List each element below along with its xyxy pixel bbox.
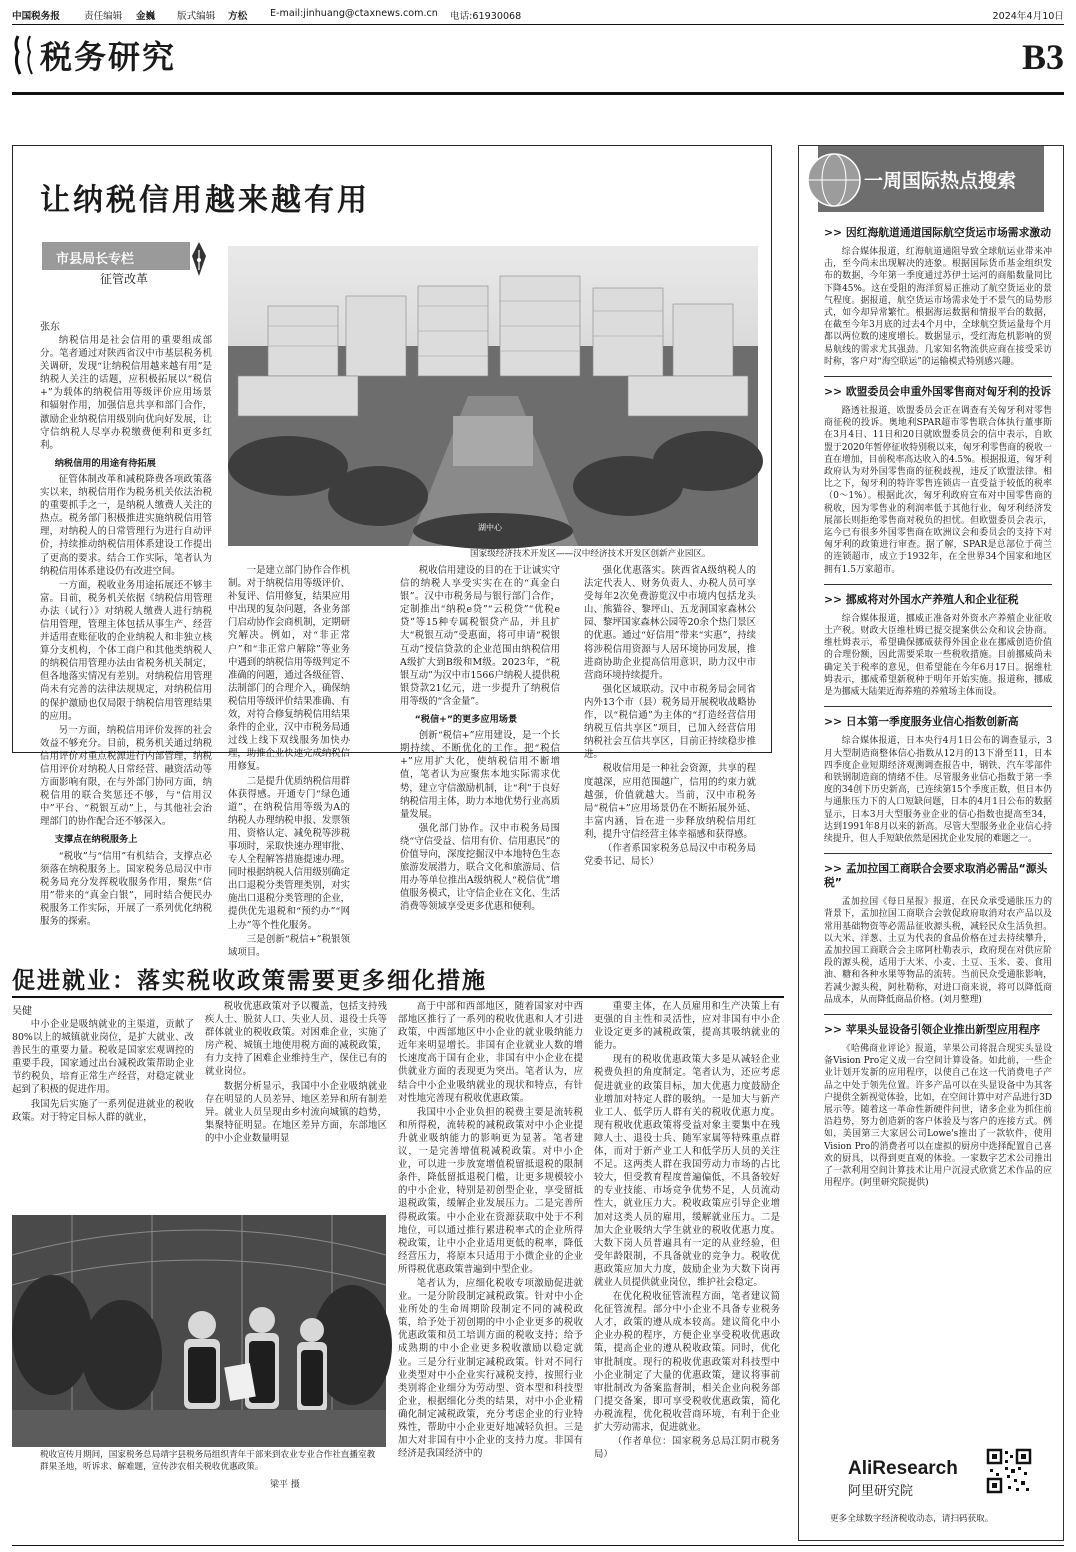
double-chevron-icon: >> <box>824 226 846 239</box>
article2-col4-p2: 现有的税收优惠政策大多是从减轻企业税费负担的角度制定。笔者认为，还应考虑促进就业的政策目标，加大优惠力度鼓励企业增加对特定人群的吸纳。一是加大与新产业工人、低学历人群有关的税收优惠力度。现有税收优惠政策将受益对象主要集中在残障人士、退役士兵、随军家属等特殊重点群体，而对于新产业工人和低学历人员的关注不足。这两类人群在我国劳动力市场的占比较大，但受教育程度普遍偏低，不具备较好的专业技能、市场竞争优势不足，人员流动性大，就业压力大。税收政策应引导企业增加对这类人员的雇用，缓解就业压力。二是加大企业吸纳大学生就业的税收优惠力度。大数下岗人员普遍具有一定的从业经验，但受年龄限制，不具备就业的竞争力。税收优惠政策应加大力度，鼓励企业为大数下岗再就业人员提供就业岗位，维护社会稳定。 <box>594 1054 780 1288</box>
article1-sub1: 纳税信用的用途有待拓展 <box>54 457 156 469</box>
sidebar-item-title: >> 挪威将对外国水产养殖人和企业征税 <box>824 592 1019 606</box>
article2-col2-p1: 税收优惠政策对予以覆盖，包括支持残疾人士、脱贫人口、失业人员、退役士兵等群体就业的税收政策。对困难企业，实施了房产税、城镇土地使用税方面的减税政策，有力支持了困难企业维持生产，保住已有的就业岗位。 <box>205 1001 387 1078</box>
article1-col4-p3: 税收信用是一种社会资源，共享的程度越深，应用范围越广，信用的约束力就越强，价值就越大。当前，汉中市税务局“税信+”应用场景仍在不断拓展外延、丰富内涵，旨在进一步释放纳税信用红利，提升守信经营主体幸福感和获得感。 <box>584 763 756 840</box>
fountain-pen-icon <box>188 240 210 280</box>
article2-col1 <box>12 1018 194 1148</box>
sidebar-item <box>824 593 1052 698</box>
sidebar-item <box>824 226 1052 368</box>
sidebar-item-title: >> 因红海航道通道国际航空货运市场需求激动 <box>824 226 1051 239</box>
double-chevron-icon: >> <box>824 1022 846 1036</box>
aliresearch-logo <box>848 1458 978 1498</box>
sidebar-banner <box>818 146 1044 212</box>
email: E-mail:jinhuang@ctaxnews.com.cn <box>270 8 438 19</box>
section-title: 税务研究 <box>40 38 177 76</box>
article1-col3 <box>400 564 560 913</box>
double-chevron-icon: >> <box>824 385 846 399</box>
article2-col2-p2: 数据分析显示，我国中小企业吸纳就业存在明显的人员差异、地区差异和所有制差异。就业人员呈现由乡村流向城镇的趋势，集聚特征明显。在地区差异方面，东部地区的中小企业数量明显 <box>205 1080 387 1144</box>
sidebar-item <box>824 1023 1052 1189</box>
article1-col2-p2: 一是建立部门协作合作机制。对于纳税信用等级评价、补复评、信用修复，结果应用中出现的复杂问题，各业务部门启动协作会商机制，定期研究解决。例如，对“非正常户”和“非正常户解除”等业务中遇到的纳税信用等级判定不准确的问题，通过各级征管、法制部门的合理介入，确保纳税信用等级评价结果准确、有效，对符合修复纳税信用结果条件的企业，汉中市税务局通过线上线下双线服务加快办理，助推企业快速完成纳税信用修复。 <box>228 565 350 773</box>
sidebar-item <box>824 715 1052 845</box>
industrial-park-photo <box>228 246 758 546</box>
article1-col2-p1: “税收”与“信用”有机结合，支撑点必须落在纳税服务上。国家税务总局汉中市税务局充分发挥税收服务作用，聚焦“信用”带来的“真金白银”，同时结合便民办税服务工作实际，开展了一系列优化纳税服务的探索。 <box>40 850 212 928</box>
top-rule <box>12 24 1064 25</box>
issue-date: 2024年4月10日 <box>992 11 1064 22</box>
qr-code-icon[interactable] <box>986 1448 1032 1494</box>
article1-col3-p3: 强化部门协作。汉中市税务局围绕“守信受益、信用有价、信用惠民”的价值导向，深度挖掘汉中本地特色生态旅游发展潜力，联合文化和旅游局、信用办等单位推出A级纳税人“税信优”增值服务模式，让守信企业在文化、生活消费等领域享受更多优惠和便利。 <box>400 822 560 913</box>
column-tag <box>42 240 210 298</box>
double-chevron-icon: >> <box>824 862 846 876</box>
sidebar-item-body: 综合媒体报道，挪威正准备对外资水产养殖企业征收土产税。财政大臣维杜姆已提交提案供公众和议会协商。维杜姆表示，希望确保挪威获得外国企业在挪威创造价值的合理份额，因此需要采取一些税收措施。目前挪威尚未确定关于税率的意见，但希望能在今年6月17日。据维杜姆表示，挪威希望新税种于明年开始实施。报道称，挪威是为挪威大陆架近海养殖的养殖场主体而设。 <box>824 613 1052 698</box>
page-number: B3 <box>1021 37 1064 77</box>
sidebar-item-body: 综合媒体报道，红海航道通阻导致全球航运业带来冲击，至今尚未出现解决的迹象。根据国际货币基金组织发布的数据，今年第一季度通过苏伊士运河的商船数量同比下降45%。这在受阻的海洋贸易正推动了航空货运业的景气程度。据报道，航空货运市场需求处于不景气的局势形式，如今却异常繁忙。根据海运数据和情报平台的数据，在截至今年3月底的过去4个月中，全球航空货运量每个月都以两位数的速度增长。数据显示，受红海危机影响的贸易航线的需求尤其强劲。几家知名物流供应商在接受采访时称，客户对“海空联运”的运输模式特别感兴趣。 <box>824 247 1052 367</box>
article1-col1-p1: 征管体制改革和减税降费各项政策落实以来，纳税信用作为税务机关依法治税的重要抓手之一，是纳税人缴费人关注的热点。税务部门积极推进实施纳税信用管理，对纳税人的日常管理行为进行自动评价，持续推动纳税信用体系建设工作提出了更高的要求。结合工作实际，笔者认为纳税信用体系建设仍有改进空间。 <box>40 473 212 577</box>
article2-col3-p1: 高于中部和西部地区，随着国家对中西部地区推行了一系列的税收优惠和人才引进政策，中西部地区中小企业的就业吸纳能力近年来明显增长。非国有企业就业人数的增长速度高于国有企业，非国有中小企业在提供就业方面的表现更为突出。笔者认为，应结合中小企业吸纳就业的现状和特点，有针对性地完善现有税收优惠政策。 <box>398 1001 583 1104</box>
sidebar-item-title: >> 苹果头显设备引领企业推出新型应用程序 <box>824 1022 1041 1036</box>
article1-sub2: 支撑点在纳税服务上 <box>54 834 138 846</box>
sidebar-item-title: >> 日本第一季度服务业信心指数创新高 <box>824 715 1019 729</box>
chief-editor: 金巍 <box>136 11 156 22</box>
article1-author: 张东 <box>40 322 60 333</box>
article1-sub3: “税信+”的更多应用场景 <box>414 714 518 726</box>
article1-col4-p4: （作者系国家税务总局汉中市税务局党委书记、局长） <box>584 842 756 868</box>
industrial-park-illustration <box>228 246 758 546</box>
article1-headline: 让纳税信用越来越有用 <box>40 183 370 218</box>
article1-col4-p1: 强化优惠落实。陕西省A级纳税人的法定代表人、财务负责人、办税人员可享受每年2次免费游览汉中市境内包括龙头山、熊猫谷、黎坪山、五龙洞国家森林公园、黎坪国家森林公园等20余个热门景区的优惠。通过“好信用”带来“实惠”，持续将涉税信用资源与人居环境协同发展，推进商协助企业提高信用意识，助力汉中市营商环境持续提升。 <box>584 565 756 681</box>
article1-col4-p2: 强化区域联动。汉中市税务局会同省内外13个市（县）税务局开展税收战略协作，以“税信通”为主体的“打造经营信用纳税互信共享区”项目，已加入经营信用纳税社会互信共享区，目前正持续稳步推进。 <box>584 683 756 761</box>
article2-col1-p2: 我国先后实施了一系列促进就业的税收政策。对于特定目标人群的就业， <box>12 1098 194 1123</box>
article2-col4-p3: 在优化税收征管流程方面，笔者建议简化征管流程。部分中小企业不具备专业税务人才，政策的遵从成本较高。建议简化中小企业办税的程序，方便企业享受税收优惠政策，提高企业的遵从税收政策。同时，优化审批制度。现行的税收优惠政策对科技型中小企业制定了大量的优惠政策，建议将事前审批制改为备案监督制，相关企业向税务部门提交备案，即可享受税收优惠政策，简化办税流程，优化税收营商环境，有利于企业扩大劳动需求，促进就业。 <box>594 1291 780 1433</box>
article1-col2-p3: 二是提升优质纳税信用群体获得感。开通专门“绿色通道”，在纳税信用等级为A的纳税人办理纳税申报、发票领用、资格认定、减免税等涉税事项时，采取快速办理审批、专人全程解答措施提速办理。同时根据纳税人信用级别确定出口退税分类管理类别，对实施出口退税分类管理的企业，提供优先退税和“预约办”“网上办”等个性化服务。 <box>228 775 350 931</box>
column-tag-sub: 征管改革 <box>100 272 149 286</box>
layout-editor: 方松 <box>228 11 248 22</box>
article1-col1-p3: 另一方面，纳税信用评价发挥的社会效益不够充分。目前，税务机关通过纳税信用评价对重点税源进行内部管理，纳税信用评价对纳税人日常经营、融资活动等方面影响有限，在与外部门协同方面，纳税信用的联合奖惩还不够，与“信用汉中”平台、“税银互动”上，与其他社会治理部门的协作配合还不够深入。 <box>40 724 212 828</box>
article2-col3-p2: 我国中小企业负担的税费主要是流转税和所得税，流转税的减税政策对中小企业提升就业吸纳能力的影响更为显著。笔者建议，一是完善增值税减税政策。对中小企业，可以进一步放宽增值税留抵退税的限制条件，降低留抵退税门槛，让更多规模较小的中小企业，特别是初创型企业，享受留抵退税政策，缓解企业发展压力。二是完善所得税政策。中小企业在资源获取中处于不利地位，可以通过推行累进税率式的企业所得税政策，让中小企业适用更低的税率，降低经营压力，将原本只适用于小微企业的企业所得税优惠政策普遍到中型企业。 <box>398 1106 583 1275</box>
double-chevron-icon: >> <box>824 592 846 606</box>
greenhouse-photo <box>12 1215 386 1447</box>
column-tag-label: 市县局长专栏 <box>56 252 135 267</box>
phone: 电话:61930068 <box>450 11 522 22</box>
masthead-strip <box>12 4 1064 26</box>
article1-col2-p4: 三是创新“税信+”税银领域项目。 <box>228 933 350 958</box>
photo-sign-text: 湖中心 <box>478 523 502 532</box>
article2-author: 吴健 <box>12 1006 32 1017</box>
sidebar-item-title: >> 孟加拉国工商联合会要求取消必需品“源头税” <box>824 862 1048 890</box>
article1-col3-p2: 创新“税信+”应用建设，是一个长期持续、不断优化的工作。把“税信+”应用扩大化，使纳税信用不断增值，笔者认为应聚焦本地实际需求优势，建立守信激励机制，让“利”于良好纳税信用主体，助力本地优势行业高质量发展。 <box>400 730 560 820</box>
greenhouse-illustration <box>12 1215 386 1447</box>
article2-col1-p1: 中小企业是吸纳就业的主渠道，贡献了80%以上的城镇就业岗位，是扩大就业、改善民生的重要力量。税收是国家宏观调控的重要手段，国家通过出台减税政策帮助企业节约税负，培育正常生产经营，对稳定就业起到了积极的促进作用。 <box>12 1019 194 1096</box>
section-underline <box>12 92 1064 95</box>
sidebar-item-body: 孟加拉国《每日星报》报道，在民众承受通胀压力的背景下，孟加拉国工商联合会敦促政府取消对农产品以及常用基础物资等必需品征收源头税，减轻民众生活负担。以大米、洋葱、土豆为代表的食品价格在过去持续攀升，孟加拉国工商联合会主席阿杜勒表示，政府现在对供应阶段的源头税，适用于大米、小麦、土豆、玉米、姜、食用油、糖和各种水果等物品的流转。当前民众受通胀影响，若减少源头税，阿杜勒称，对进口商来说，将可以降低商品成本，从而降低商品价格。(刘月整理) <box>824 897 1052 1005</box>
sidebar-item-body: 综合媒体报道，日本央行4月1日公布的调查显示，3月大型制造商整体信心指数从12月的13下滑至11，日本四季度企业短期经济观测调查报告中，钢铁、汽车零部件和铁钢制造商的情绪不佳。尽管服务业信心指数于第一季度的34创下历史新高，已连续第15个季度正数，但日本仍与通胀压力下的人口短缺问题，日本的4月1日公布的数据显示，日本3月大型服务业企业的信心指数也提高至34，达到1991年8月以来的新高。尽管大型服务业企业信心持续提升，但人手短缺依然是困扰企业发展的难题之一。 <box>824 736 1052 844</box>
sidebar-item-body: 路透社报道，欧盟委员会正在调查有关匈牙利对零售商征税的投诉。奥地利SPAR超市零售联合体执行董事斯在3月4日、11日和20日就欧盟委员会的信中表示，自欧盟于2020年暂停征收特别税以来，匈牙利零售商的税收一直在增加，目前税率高达收入的4.5%。根据报道，匈牙利政府认为对外国零售商的征税歧视，违反了欧盟法律。相比之下，匈牙利的特许零售连锁店一直受益于较低的税率（0～1%）。根据此次，匈牙利政府宣布对中国零售商的税收，因为零售业的利润率低于其他行业，匈牙利经济发展部长则拒绝零售商对税负的担忧。但欧盟委员会表示，迄今已有很多外国零售商在欧洲议会和委员会的支持下对匈牙利的政策进行审查。据了解，SPAR是总部位于荷兰的连锁超市，成立于1932年，在全世界34个国家和地区拥有1.5万家超市。 <box>824 406 1052 575</box>
article1-col2 <box>228 564 350 958</box>
article2-photo-caption: 税收宣传月期间，国家税务总局靖宇县税务局组织青年干部来到农业专业合作社直播室教群果圣地，听诉求、解难题，宣传涉农相关税收优惠政策。 <box>40 1450 376 1472</box>
article2-col2 <box>205 1000 387 1150</box>
sidebar-items <box>824 226 1052 1516</box>
paper-name: 中国税务报 <box>12 11 60 22</box>
sidebar-divider <box>824 853 1052 854</box>
logo-sub: 阿里研究院 <box>848 1484 914 1499</box>
section-header <box>12 32 1064 104</box>
sidebar-footer: 更多全球数字经济税收动态，请扫码获取。 <box>830 1514 994 1524</box>
sidebar-divider <box>824 584 1052 585</box>
section-ribbon-icon <box>12 34 42 78</box>
sidebar-item-title: >> 欧盟委员会申重外国零售商对匈牙利的投诉 <box>824 385 1051 399</box>
double-chevron-icon: >> <box>824 715 846 729</box>
sidebar-title: 一周国际热点搜索 <box>864 170 1017 192</box>
sidebar-divider <box>824 1014 1052 1015</box>
bottom-rule <box>12 1545 1064 1546</box>
article2-photo-credit: 梁平 摄 <box>270 1480 300 1490</box>
article1-photo-caption: 国家级经济技术开发区——汉中经济技术开发区创新产业园区。 <box>470 549 711 559</box>
sidebar-item <box>824 385 1052 576</box>
article1-intro: 纳税信用是社会信用的重要组成部分。笔者通过对陕西省汉中市基层税务机关调研，发现“让纳税信用越来越有用”是纳税人关注的话题，应积极拓展以“税信+”为载体的纳税信用等级评价应用场景和辐射作用，加强信息共享和部门合作，激励企业纳税信用级别向优向好发展，让守信纳税人尽享办税缴费便利和更多红利。 <box>40 335 212 451</box>
article2-headline: 促进就业：落实税收政策需要更多细化措施 <box>12 968 487 994</box>
logo-main: AliResearch <box>848 1458 958 1479</box>
sidebar-divider <box>824 706 1052 707</box>
globe-icon <box>804 150 864 210</box>
article1-col3-p1: 税收信用建设的目的在于让诚实守信的纳税人享受实实在在的“真金白银”。汉中市税务局与银行部门合作，定制推出“纳税e贷”“云税贷”“优税e贷”等15种专属税银贷产品，并且扩大“税银互动”受惠面，将可申请“税银互动”授信贷款的企业范围由纳税信用A级扩大到B级和M级。2023年，“税银互动”为汉中市1566户纳税人提供税银贷款21亿元，进一步提升了纳税信用等级的“含金量”。 <box>400 565 560 707</box>
article2-col4-p1: 重要主体，在人员雇用和生产决策上有更强的自主性和灵活性，应对非国有中小企业设定更多的减税政策，提高其吸纳就业的能力。 <box>594 1001 780 1052</box>
article1-col1-p2: 一方面，税收业务用途拓展还不够丰富。目前，税务机关依据《纳税信用管理办法（试行）》对纳税人缴费人进行纳税信用管理，管理主体包括从事生产、经营并适用查账征收的企业纳税人和非独立核算分支机构，个体工商户和其他类纳税人的纳税信用管理办法由省税务机关制定，但各地落实情况有差别。对纳税信用管理尚未有完善的法律法规规定，对纳税信用的保护激励也仅局限于纳税信用管理结果的应用。 <box>40 579 212 722</box>
article2-col4-p4: （作者单位：国家税务总局江阴市税务局） <box>594 1436 780 1461</box>
layout-editor-label: 版式编辑 <box>177 11 216 22</box>
article2-col4 <box>594 1000 780 1540</box>
sidebar-item-body: 《哈佛商业评论》报道，苹果公司将混合现实头显设备Vision Pro定义成一台空间计算设备。如此前，一些企业计划开发新的应用程序，以使自己在这一代消费电子产品之中处于领先位置。许多产品可以在头显设备中为其客户提供全新视觉体验，比如，在空间计算中对产品进行3D展示等。随着这一革命性新硬件问世，诸多企业为抓住前沿趋势，努力创造新的客户体验及与客户的连接方式。例如，美国第三大家居公司Lowe's推出了一款软件，使用Vision Pro的消费者可以在虚拟的厨房中选择配置自己喜欢的厨具，以得到更直观的体验。一家数字艺术公司推出了一款利用空间计算技术让用户沉浸式欣赏艺术作品的应用程序。(阿里研究院提供) <box>824 1043 1052 1189</box>
article1-col1 <box>40 334 212 928</box>
article2-rule <box>12 996 784 998</box>
article2-col3 <box>398 1000 583 1540</box>
chief-editor-label: 责任编辑 <box>84 11 123 22</box>
sidebar-divider <box>824 376 1052 377</box>
article2-col3-p3: 笔者认为，应细化税收专项激励促进就业。一是分阶段制定减税政策。针对中小企业所处的生命周期阶段制定不同的减税政策，给予处于初创期的中小企业更多的税收优惠政策和员工培训方面的税收支持；给予成熟期的中小企业更多税收激励以稳定就业。三是分行业制定减税政策。针对不同行业类型对中小企业实行减税支持，按照行业类别将企业细分为劳动型、资本型和科技型企业，根据细化分类的结果，对中小企业精确化制定减税政策，充分考虑企业的行业特殊性，帮助中小企业更好地减轻负担。三是加大对非国有中小企业的支持力度。非国有经济是我国经济中的 <box>398 1277 583 1460</box>
sidebar-item <box>824 862 1052 1006</box>
article1-col4 <box>584 564 756 868</box>
